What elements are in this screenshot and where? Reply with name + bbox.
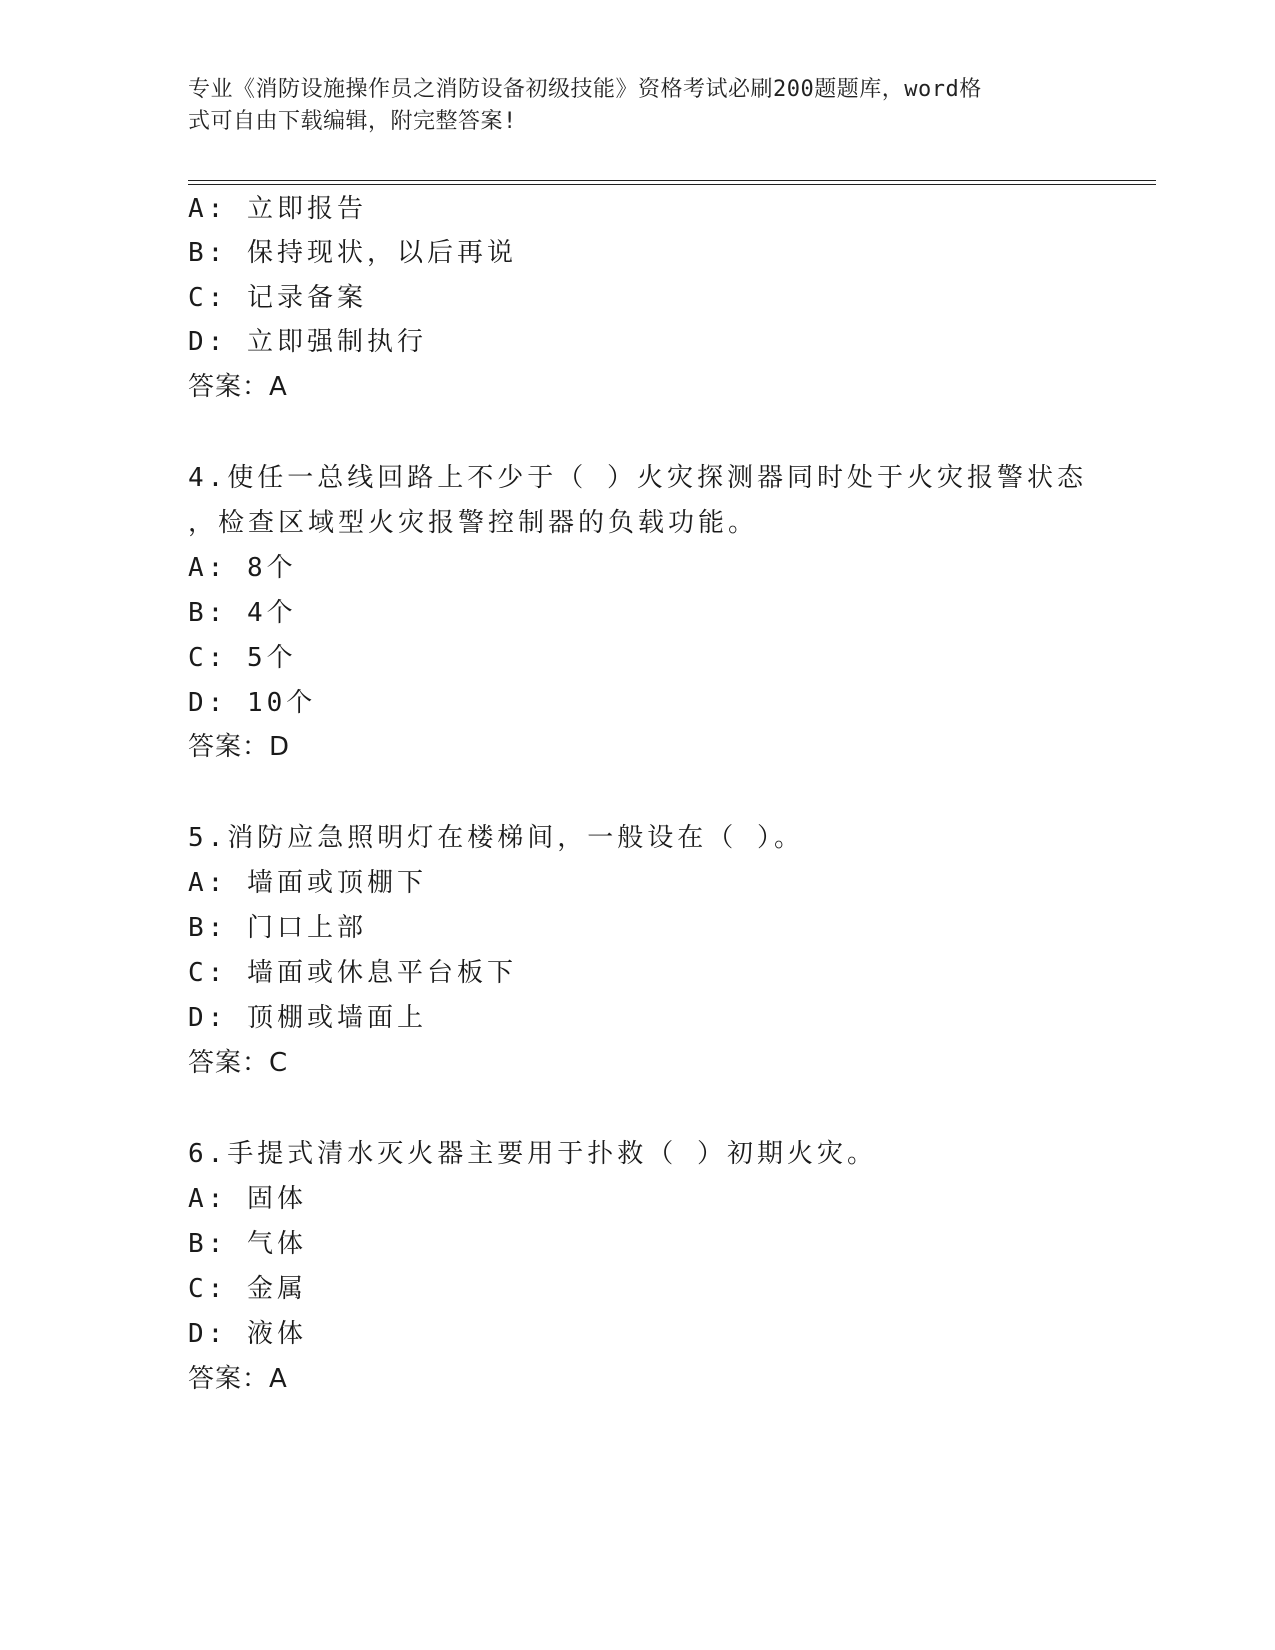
q6-option-a: A: 固体 xyxy=(188,1184,307,1214)
q6-option-d: D: 液体 xyxy=(188,1319,307,1349)
q5-stem-line-1: 5.消防应急照明灯在楼梯间，一般设在（ ）。 xyxy=(188,823,804,853)
document-header xyxy=(188,74,1068,138)
q3-option-a: A: 立即报告 xyxy=(188,194,367,224)
q3-answer: 答案：A xyxy=(188,372,288,402)
q6-answer: 答案：A xyxy=(188,1364,288,1394)
q3-option-c: C: 记录备案 xyxy=(188,283,367,313)
q3-option-b: B: 保持现状，以后再说 xyxy=(188,238,517,268)
q4-option-a: A: 8个 xyxy=(188,553,297,583)
q3-option-d: D: 立即强制执行 xyxy=(188,327,427,357)
q5-option-c: C: 墙面或休息平台板下 xyxy=(188,958,517,988)
q4-option-b: B: 4个 xyxy=(188,598,297,628)
q6-option-b: B: 气体 xyxy=(188,1229,307,1259)
header-divider-bottom xyxy=(188,184,1156,185)
q4-option-c: C: 5个 xyxy=(188,643,297,673)
q5-option-b: B: 门口上部 xyxy=(188,913,367,943)
q5-option-a: A: 墙面或顶棚下 xyxy=(188,868,427,898)
q4-answer: 答案：D xyxy=(188,732,291,762)
q4-stem-line-1: 4.使任一总线回路上不少于（ ）火灾探测器同时处于火灾报警状态 xyxy=(188,463,1087,493)
q4-stem-line-2: ，检查区域型火灾报警控制器的负载功能。 xyxy=(188,508,759,538)
header-line-2: 式可自由下载编辑，附完整答案! xyxy=(188,109,517,134)
q6-option-c: C: 金属 xyxy=(188,1274,307,1304)
header-divider-top xyxy=(188,180,1156,181)
q5-option-d: D: 顶棚或墙面上 xyxy=(188,1003,427,1033)
header-line-1: 专业《消防设施操作员之消防设备初级技能》资格考试必刷200题题库，word格 xyxy=(188,77,982,102)
q4-option-d: D: 10个 xyxy=(188,688,317,718)
q5-answer: 答案：C xyxy=(188,1048,289,1078)
q6-stem-line-1: 6.手提式清水灭火器主要用于扑救（ ）初期火灾。 xyxy=(188,1139,877,1169)
